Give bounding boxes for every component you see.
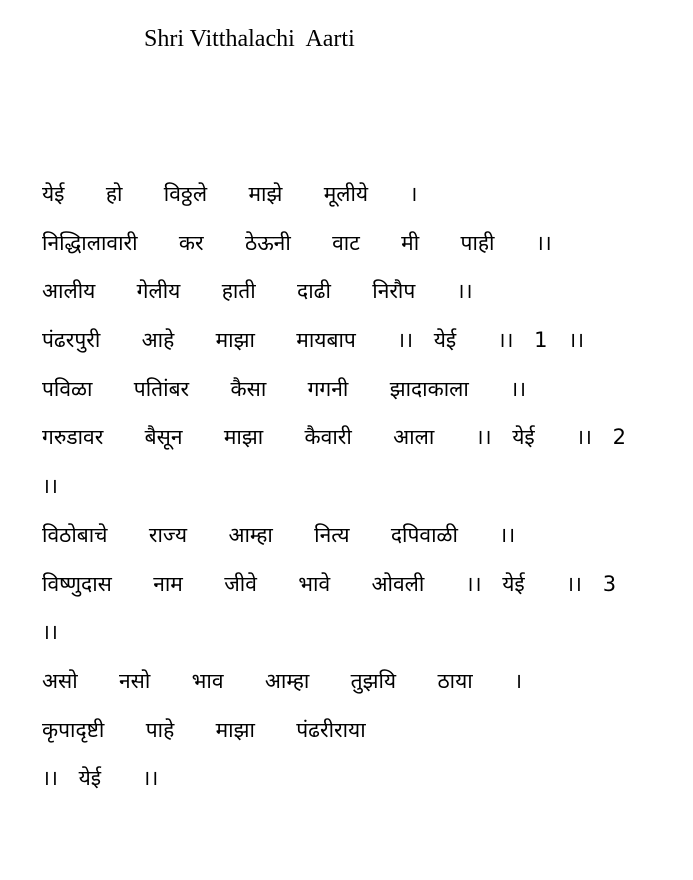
verse-line: येई हो विठ्ठले माझे मूलीये । bbox=[42, 182, 418, 206]
page-title: Shri Vitthalachi Aarti bbox=[144, 26, 355, 52]
verse-line: गरुडावर बैसून माझा कैवारी आला ।। येई ।। 2 bbox=[42, 425, 627, 450]
verse-line: आलीय गेलीय हाती दाढी निरौप ।। bbox=[42, 279, 473, 304]
verse-line: निद्धिालावारी कर ठेऊनी वाट मी पाही ।। bbox=[42, 230, 552, 255]
aarti-verses bbox=[42, 170, 682, 803]
verse-line: विठोबाचे राज्य आम्हा नित्य दपिवाळी ।। bbox=[42, 522, 516, 547]
verse-line: पविळा पतिांबर कैसा गगनी झादाकाला ।। bbox=[42, 376, 527, 401]
verse-line: ।। bbox=[42, 474, 58, 499]
verse-line: ।। bbox=[42, 620, 58, 645]
verse-line: असो नसो भाव आम्हा तुझयि ठाया । bbox=[42, 668, 523, 693]
verse-line: कृपादृष्टी पाहे माझा पंढरीराया bbox=[42, 717, 366, 742]
verse-line: विष्णुदास नाम जीवे भावे ओवली ।। येई ।। 3 bbox=[42, 571, 617, 596]
verse-line: पंढरपुरी आहे माझा मायबाप ।। येई ।। 1 ।। bbox=[42, 328, 585, 353]
verse-line: ।। येई ।। bbox=[42, 766, 159, 791]
